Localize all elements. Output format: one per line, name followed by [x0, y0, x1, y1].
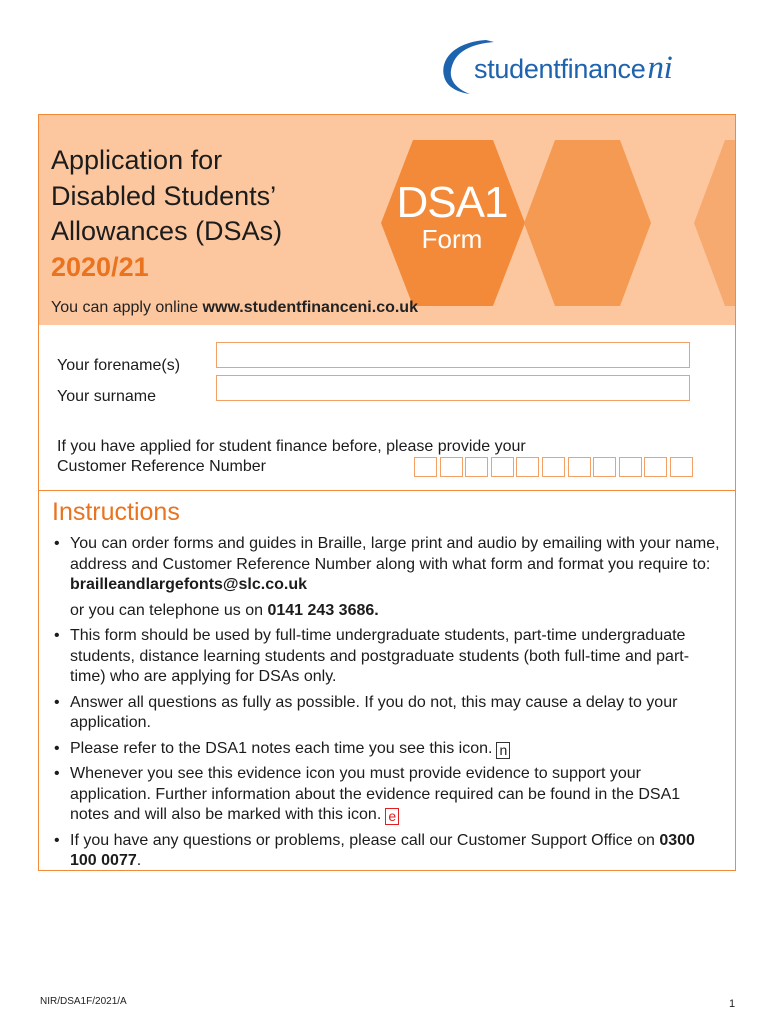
- crn-input-boxes: [414, 457, 696, 477]
- notes-icon: n: [496, 742, 510, 759]
- instructions-title: Instructions: [52, 498, 180, 526]
- crn-digit-box[interactable]: [440, 457, 463, 477]
- instructions-list: [51, 534, 723, 877]
- form-title-line-3: Allowances (DSAs): [51, 216, 283, 246]
- forename-label: Your forename(s): [57, 357, 181, 374]
- crn-digit-box[interactable]: [619, 457, 642, 477]
- support-phone-number: 0300 100 0077: [70, 831, 695, 869]
- applicant-details-section: [38, 324, 736, 491]
- crn-digit-box[interactable]: [542, 457, 565, 477]
- crn-digit-box[interactable]: [568, 457, 591, 477]
- list-item: • This form should be used by full-time undergraduate students, part-time undergraduate students, distance learning students and postgraduate students (both full-time and part-time) who are applying for DSAs only.: [54, 627, 690, 685]
- logo-wordmark: studentfinanceni: [474, 50, 673, 86]
- academic-year: 2020/21: [51, 252, 149, 282]
- braille-phone-number: 0141 243 3686.: [267, 601, 379, 619]
- list-item: • You can order forms and guides in Braille, large print and audio by emailing with your name, address and Customer Reference Number along with what form and format you require to: brailleandlargefonts@slc.co.uk or you can telephone us on 0141 243 3686.: [54, 535, 720, 619]
- instructions-section: [38, 490, 736, 871]
- crn-digit-box[interactable]: [491, 457, 514, 477]
- form-title-line-2: Disabled Students’: [51, 181, 277, 211]
- form-word: Form: [421, 224, 483, 254]
- page-number: 1: [729, 998, 736, 1010]
- surname-field[interactable]: [216, 375, 690, 401]
- form-header: [38, 114, 736, 325]
- crn-digit-box[interactable]: [593, 457, 616, 477]
- list-item: • Answer all questions as fully as possible. If you do not, this may cause a delay to your application.: [54, 693, 678, 731]
- form-title-line-1: Application for: [51, 145, 223, 175]
- form-reference: NIR/DSA1F/2021/A: [40, 996, 127, 1007]
- crn-digit-box[interactable]: [465, 457, 488, 477]
- crn-instruction: If you have applied for student finance before, please provide your Customer Reference Number: [57, 438, 526, 475]
- crn-digit-box[interactable]: [516, 457, 539, 477]
- crn-digit-box[interactable]: [644, 457, 667, 477]
- list-item: • Whenever you see this evidence icon you must provide evidence to support your application. Further information about the evidence required can be found in the DSA1 notes and will also be marked with this icon. e: [54, 765, 681, 824]
- braille-email-link[interactable]: brailleandlargefonts@slc.co.uk: [70, 576, 307, 593]
- forename-field[interactable]: [216, 342, 690, 368]
- crn-digit-box[interactable]: [670, 457, 693, 477]
- student-finance-ni-logo: [436, 34, 736, 98]
- crn-digit-box[interactable]: [414, 457, 437, 477]
- apply-online-link[interactable]: www.studentfinanceni.co.uk: [202, 299, 418, 316]
- evidence-icon: e: [385, 808, 399, 825]
- form-badge: [382, 178, 522, 254]
- list-item: • Please refer to the DSA1 notes each time you see this icon. n: [51, 739, 723, 760]
- apply-online-text: You can apply online www.studentfinanceni.co.uk: [51, 299, 418, 316]
- form-code: DSA1: [396, 178, 508, 227]
- list-item: • If you have any questions or problems, please call our Customer Support Office on 0300 100 0077.: [54, 831, 695, 869]
- surname-label: Your surname: [57, 388, 157, 405]
